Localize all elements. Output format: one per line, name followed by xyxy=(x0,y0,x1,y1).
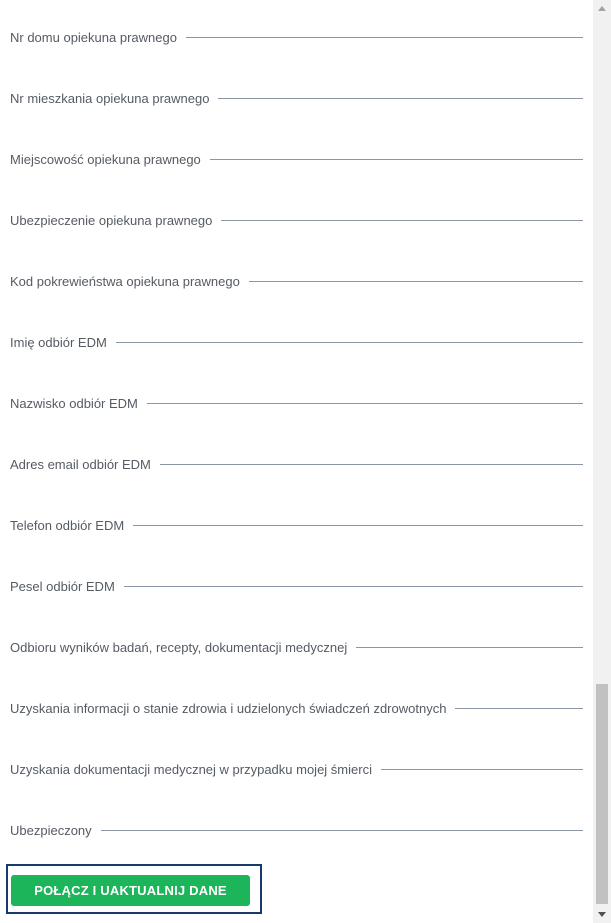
field-label: Odbioru wyników badań, recepty, dokumentacji medycznej xyxy=(10,639,348,655)
field-label: Nazwisko odbiór EDM xyxy=(10,395,138,411)
field-row-odbior-wynikow xyxy=(10,637,583,657)
field-row-dokumentacja-po-smierci xyxy=(10,759,583,779)
field-divider xyxy=(186,37,583,38)
field-divider xyxy=(356,647,583,648)
field-label: Ubezpieczenie opiekuna prawnego xyxy=(10,212,213,228)
field-label: Pesel odbiór EDM xyxy=(10,578,115,594)
scroll-down-arrow-icon[interactable] xyxy=(593,906,611,923)
scrollbar-thumb[interactable] xyxy=(596,684,608,904)
field-label: Uzyskania dokumentacji medycznej w przypadku mojej śmierci xyxy=(10,761,372,777)
field-divider xyxy=(218,98,583,99)
field-row-miejscowosc xyxy=(10,149,583,169)
field-label: Imię odbiór EDM xyxy=(10,334,107,350)
field-label: Adres email odbiór EDM xyxy=(10,456,151,472)
field-label: Ubezpieczony xyxy=(10,822,92,838)
scroll-up-arrow-icon[interactable] xyxy=(593,0,611,17)
field-divider xyxy=(221,220,583,221)
field-divider xyxy=(455,708,583,709)
field-row-ubezpieczony xyxy=(10,820,583,840)
field-row-informacje-o-zdrowiu xyxy=(10,698,583,718)
field-label: Kod pokrewieństwa opiekuna prawnego xyxy=(10,273,240,289)
field-label: Telefon odbiór EDM xyxy=(10,517,125,533)
field-divider xyxy=(133,525,583,526)
field-row-pesel-edm xyxy=(10,576,583,596)
field-row-imie-edm xyxy=(10,332,583,352)
vertical-scrollbar[interactable] xyxy=(593,0,611,923)
field-row-nr-mieszkania xyxy=(10,88,583,108)
field-row-telefon-edm xyxy=(10,515,583,535)
field-row-nr-domu xyxy=(10,27,583,47)
field-row-ubezpieczenie-opiekuna xyxy=(10,210,583,230)
field-label: Nr domu opiekuna prawnego xyxy=(10,29,177,45)
field-row-kod-pokrewienstwa xyxy=(10,271,583,291)
field-divider xyxy=(147,403,583,404)
field-divider xyxy=(116,342,583,343)
field-divider xyxy=(160,464,583,465)
field-label: Miejscowość opiekuna prawnego xyxy=(10,151,201,167)
field-divider xyxy=(210,159,583,160)
field-label: Uzyskania informacji o stanie zdrowia i udzielonych świadczeń zdrowotnych xyxy=(10,700,447,716)
field-divider xyxy=(124,586,583,587)
connect-and-update-button[interactable]: POŁĄCZ I UAKTUALNIJ DANE xyxy=(11,875,250,906)
field-divider xyxy=(101,830,583,831)
field-divider xyxy=(381,769,583,770)
field-label: Nr mieszkania opiekuna prawnego xyxy=(10,90,210,106)
field-row-email-edm xyxy=(10,454,583,474)
field-row-nazwisko-edm xyxy=(10,393,583,413)
field-divider xyxy=(249,281,583,282)
